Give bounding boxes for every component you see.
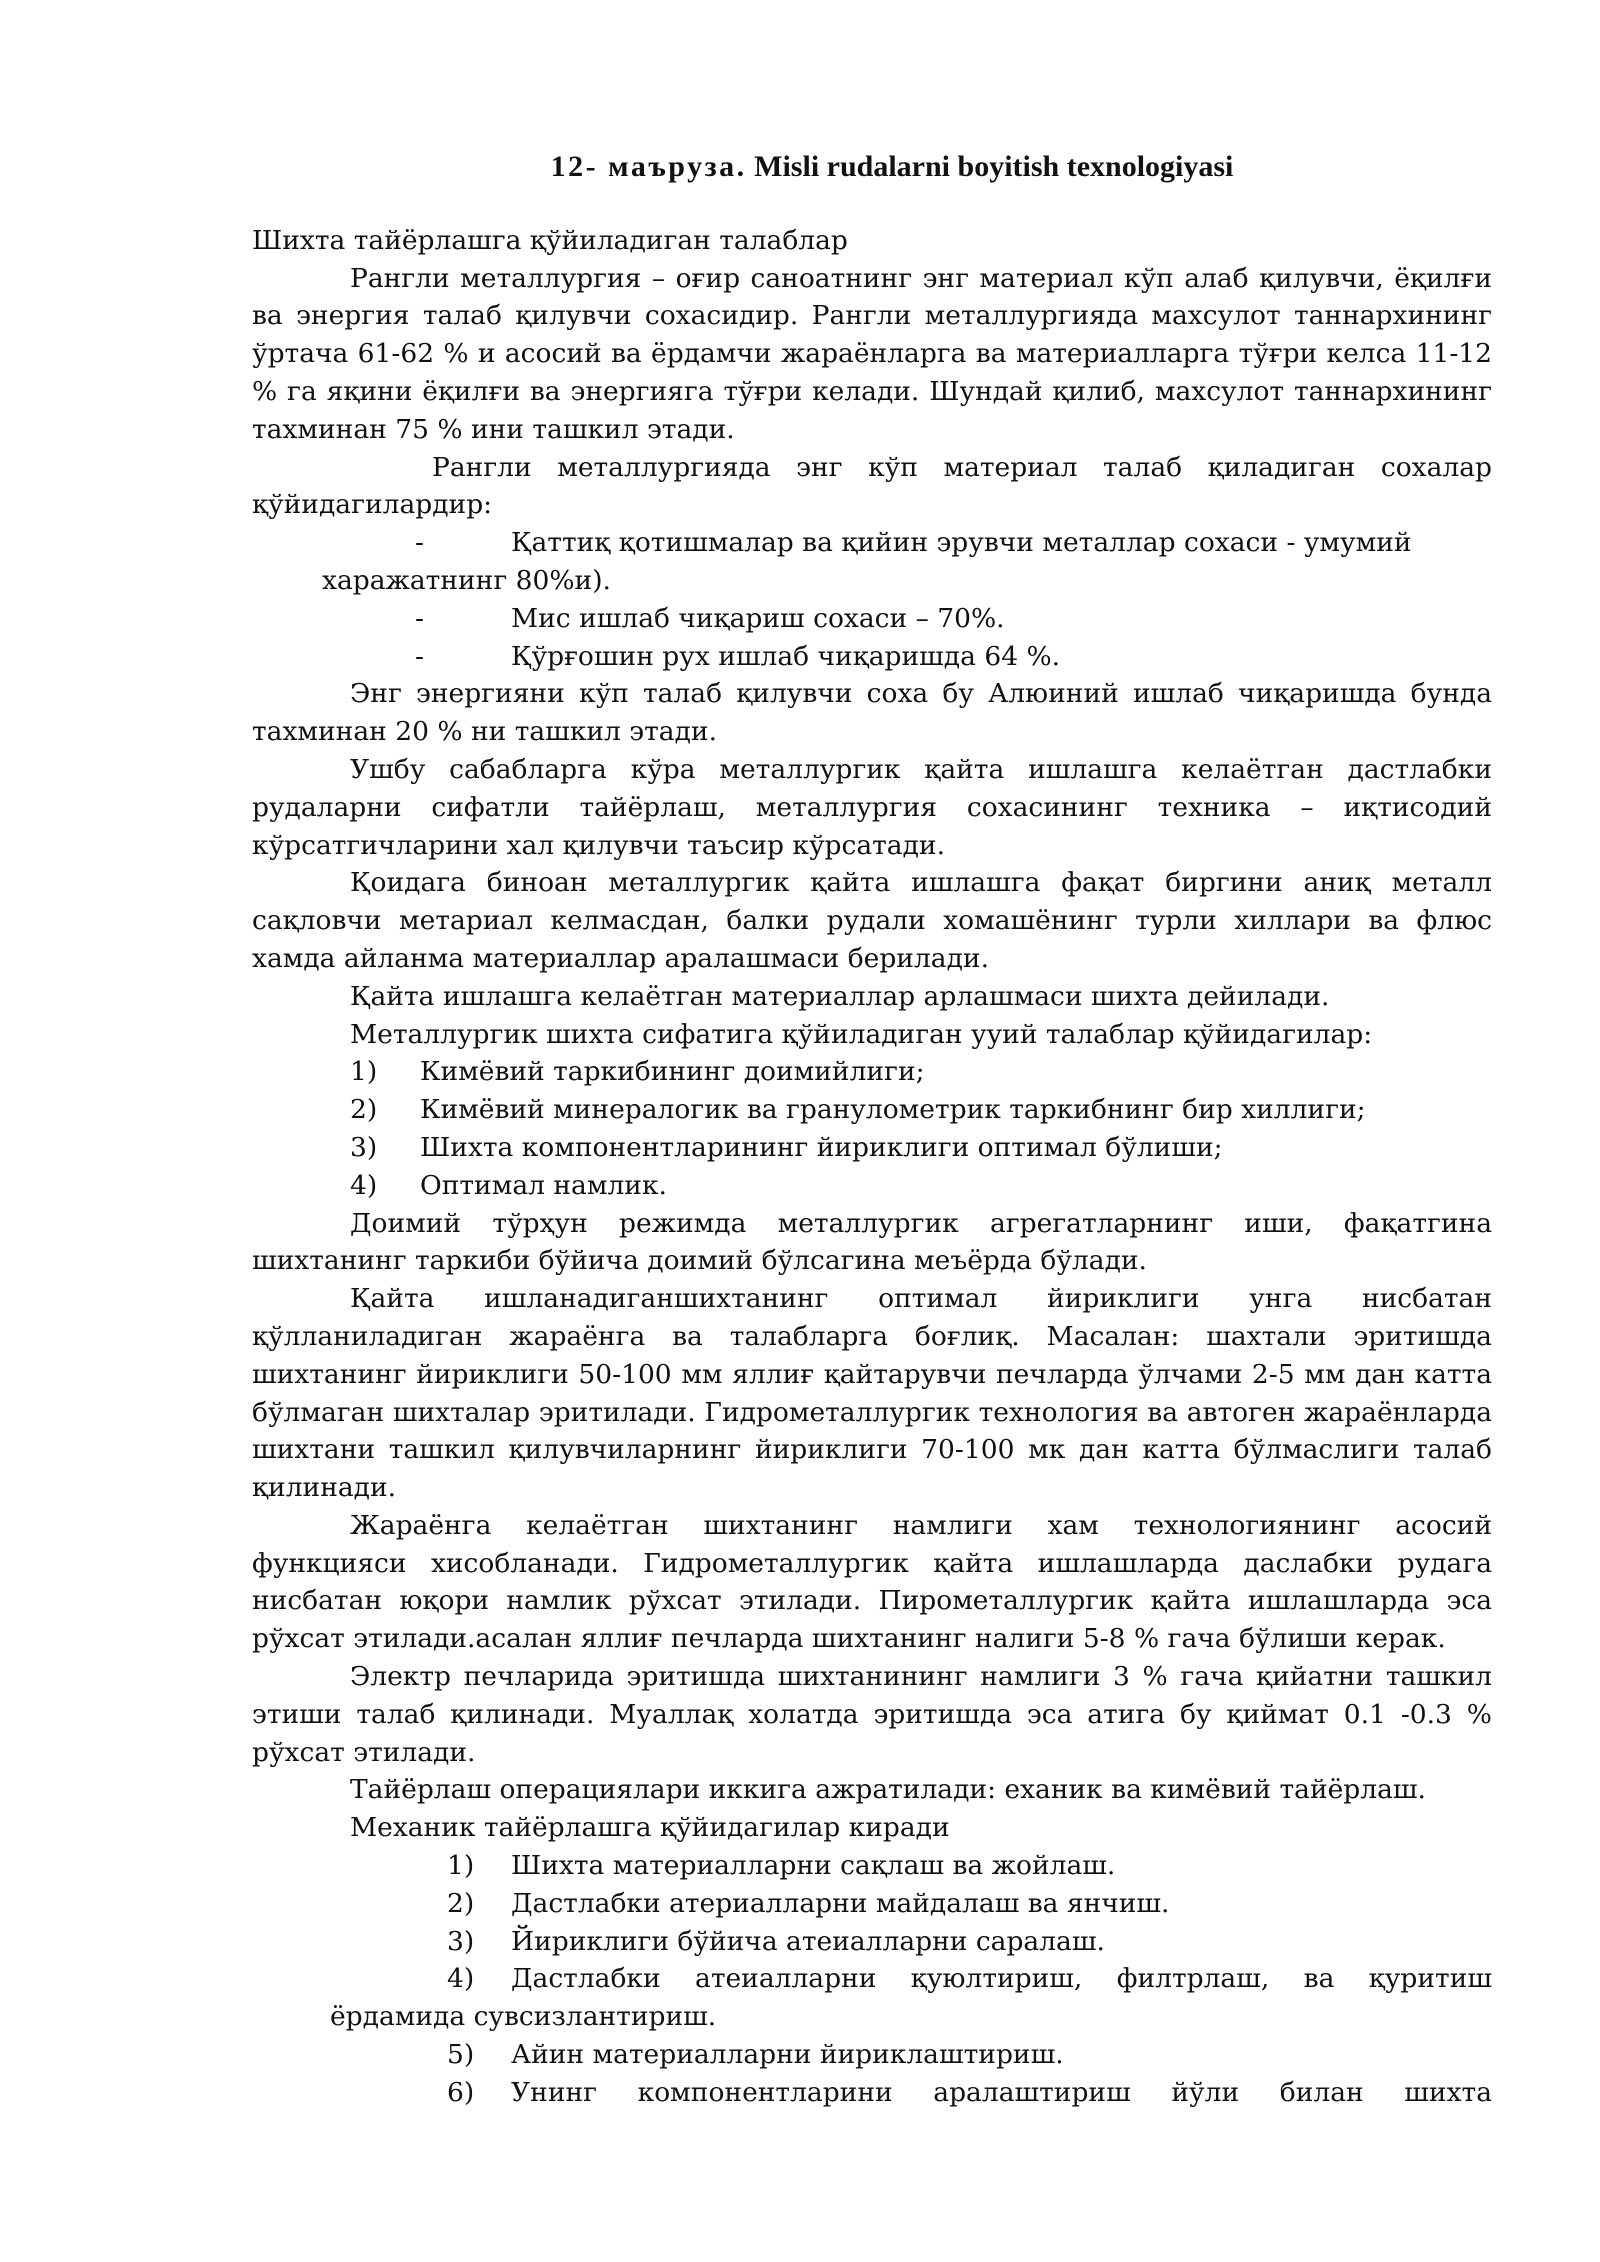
paragraph-13: Механик тайёрлашга қўйидагилар киради (350, 1812, 950, 1844)
paragraph-5: Қоидага биноан металлургик қайта ишлашга фақат биргини аниқ металл сақловчи метариал келмасдан, балки рудали хомашёнинг турли хиллари ва флюс хамда айланма материаллар аралашмаси берилади. (252, 867, 1492, 974)
list-marker: 3) (447, 1925, 475, 1957)
lecture-number: 12- маъруза. (550, 150, 747, 183)
list-marker: 4) (350, 1169, 378, 1201)
list-item-text: Оптимал намлик. (420, 1169, 667, 1201)
list-item (252, 1167, 1492, 1205)
list-item (252, 1885, 1492, 1923)
list-item-text: Қаттиқ қотишмалар ва қийин эрувчи металлар сохаси - умумий (511, 527, 1412, 559)
paragraph-1: Рангли металлургия – оғир саноатнинг энг материал кўп алаб қилувчи, ёқилғи ва энергия талаб қилувчи сохасидир. Рангли металлургияда махсулот таннархининг ўртача 61-62 % и асосий ва ёрдамчи жараёнларга ва материалларга тўғри келса 11-12 % га яқини ёқилғи ва энергияга тўғри келади. Шундай қилиб, махсулот таннархининг тахминан 75 % ини ташкил этади. (252, 262, 1492, 445)
list-item-text: Унинг компонентларини аралаштириш йўли билан шихта (511, 2076, 1492, 2108)
list-item (252, 1960, 1492, 1998)
list-marker: 4) (447, 1963, 475, 1995)
paragraph-3: Энг энергияни кўп талаб қилувчи соха бу Алюиний ишлаб чиқаришда бунда тахминан 20 % ни ташкил этади. (252, 678, 1492, 748)
list-item-text: Шихта материалларни сақлаш ва жойлаш. (511, 1850, 1116, 1882)
list-item (252, 2036, 1492, 2074)
mechanical-preparation-list (252, 1847, 1492, 2112)
list-item (252, 524, 1492, 562)
list-item-text: Кимёвий минералогик ва гранулометрик таркибнинг бир хиллиги; (420, 1094, 1366, 1126)
list-item (252, 2074, 1492, 2112)
list-item-text: Мис ишлаб чиқариш сохаси – 70%. (511, 602, 1005, 634)
list-marker: 1) (350, 1056, 378, 1088)
list-marker: 2) (350, 1094, 378, 1126)
list-item-text: Дастлабки атеиалларни қуюлтириш, филтрлаш, ва қуритиш (511, 1963, 1492, 1995)
page-title (252, 148, 1492, 186)
paragraph-2: Рангли металлургияда энг кўп материал талаб қиладиган сохалар қўйидагилардир: (252, 451, 1492, 521)
lecture-topic: Misli rudalarni boyitish texnologiyasi (754, 150, 1234, 183)
list-item-continuation: харажатнинг 80%и). (322, 564, 611, 596)
list-item (252, 638, 1492, 676)
list-marker: 2) (447, 1887, 475, 1919)
list-item-text: Дастлабки атериалларни майдалаш ва янчиш. (511, 1887, 1170, 1919)
list-item-continuation: ёрдамида сувсизлантириш. (330, 2001, 717, 2033)
paragraph-7: Металлургик шихта сифатига қўйиладиган ууий талаблар қўйидагилар: (350, 1018, 1373, 1050)
list-item (252, 1053, 1492, 1091)
paragraph-4: Ушбу сабабларга кўра металлургик қайта ишлашга келаётган дастлабки рудаларни сифатли тайёрлаш, металлургия сохасининг техника – иқтисодий кўрсатгичларини хал қилувчи таъсир кўрсатади. (252, 753, 1492, 861)
section-heading: Шихта тайёрлашга қўйиладиган талаблар (252, 224, 848, 256)
list-item-text: Йириклиги бўйича атеиалларни саралаш. (511, 1925, 1105, 1957)
list-item (252, 600, 1492, 638)
paragraph-12: Тайёрлаш операциялари иккига ажратилади: еханик ва кимёвий тайёрлаш. (350, 1774, 1426, 1806)
list-marker: - (415, 602, 424, 634)
list-item (252, 1847, 1492, 1885)
list-item-text: Шихта компонентларининг йириклиги оптимал бўлиши; (420, 1131, 1223, 1163)
paragraph-8: Доимий тўрҳун режимда металлургик агрегатларнинг иши, фақатгина шихтанинг таркиби бўйича доимий бўлсагина меъёрда бўлади. (252, 1207, 1492, 1277)
list-marker: - (415, 527, 424, 559)
list-item (252, 1091, 1492, 1129)
list-item-text: Айин материалларни йириклаштириш. (511, 2039, 1064, 2071)
dash-list (252, 524, 1492, 675)
list-item (252, 1923, 1492, 1961)
paragraph-9: Қайта ишланадиганшихтанинг оптимал йириклиги унга нисбатан қўлланиладиган жараёнга ва талабларга боғлиқ. Масалан: шахтали эритишда шихтанинг йириклиги 50-100 мм яллиғ қайтарувчи печларда ўлчами 2-5 мм дан катта бўлмаган шихталар эритилади. Гидрометаллургик технология ва автоген жараёнларда шихтани ташкил қилувчиларнинг йириклиги 70-100 мк дан катта бўлмаслиги талаб қилинади. (252, 1283, 1492, 1504)
paragraph-6: Қайта ишлашга келаётган материаллар арлашмаси шихта дейилади. (350, 980, 1330, 1012)
list-marker: - (415, 640, 424, 672)
paragraph-11: Электр печларида эритишда шихтанининг намлиги 3 % гача қийатни ташкил этиши талаб қилинади. Муаллақ холатда эритишда эса атига бу қиймат 0.1 -0.3 % рўхсат этилади. (252, 1661, 1492, 1768)
paragraph-10: Жараёнга келаётган шихтанинг намлиги хам технологиянинг асосий функцияси хисобланади. Гидрометаллургик қайта ишлашларда даслабки рудага нисбатан юқори намлик рўхсат этилади. Пирометаллургик қайта ишлашларда эса рўхсат этилади.асалан яллиғ печларда шихтанинг налиги 5-8 % гача бўлиши керак. (252, 1509, 1492, 1655)
document-body (252, 148, 1492, 2112)
list-item (252, 1129, 1492, 1167)
list-item-text: Қўрғошин рух ишлаб чиқаришда 64 %. (511, 640, 1061, 672)
list-marker: 3) (350, 1131, 378, 1163)
requirements-list (252, 1053, 1492, 1204)
list-item-text: Кимёвий таркибининг доимийлиги; (420, 1056, 925, 1088)
list-marker: 1) (447, 1850, 475, 1882)
list-marker: 6) (447, 2076, 475, 2108)
list-marker: 5) (447, 2039, 475, 2071)
